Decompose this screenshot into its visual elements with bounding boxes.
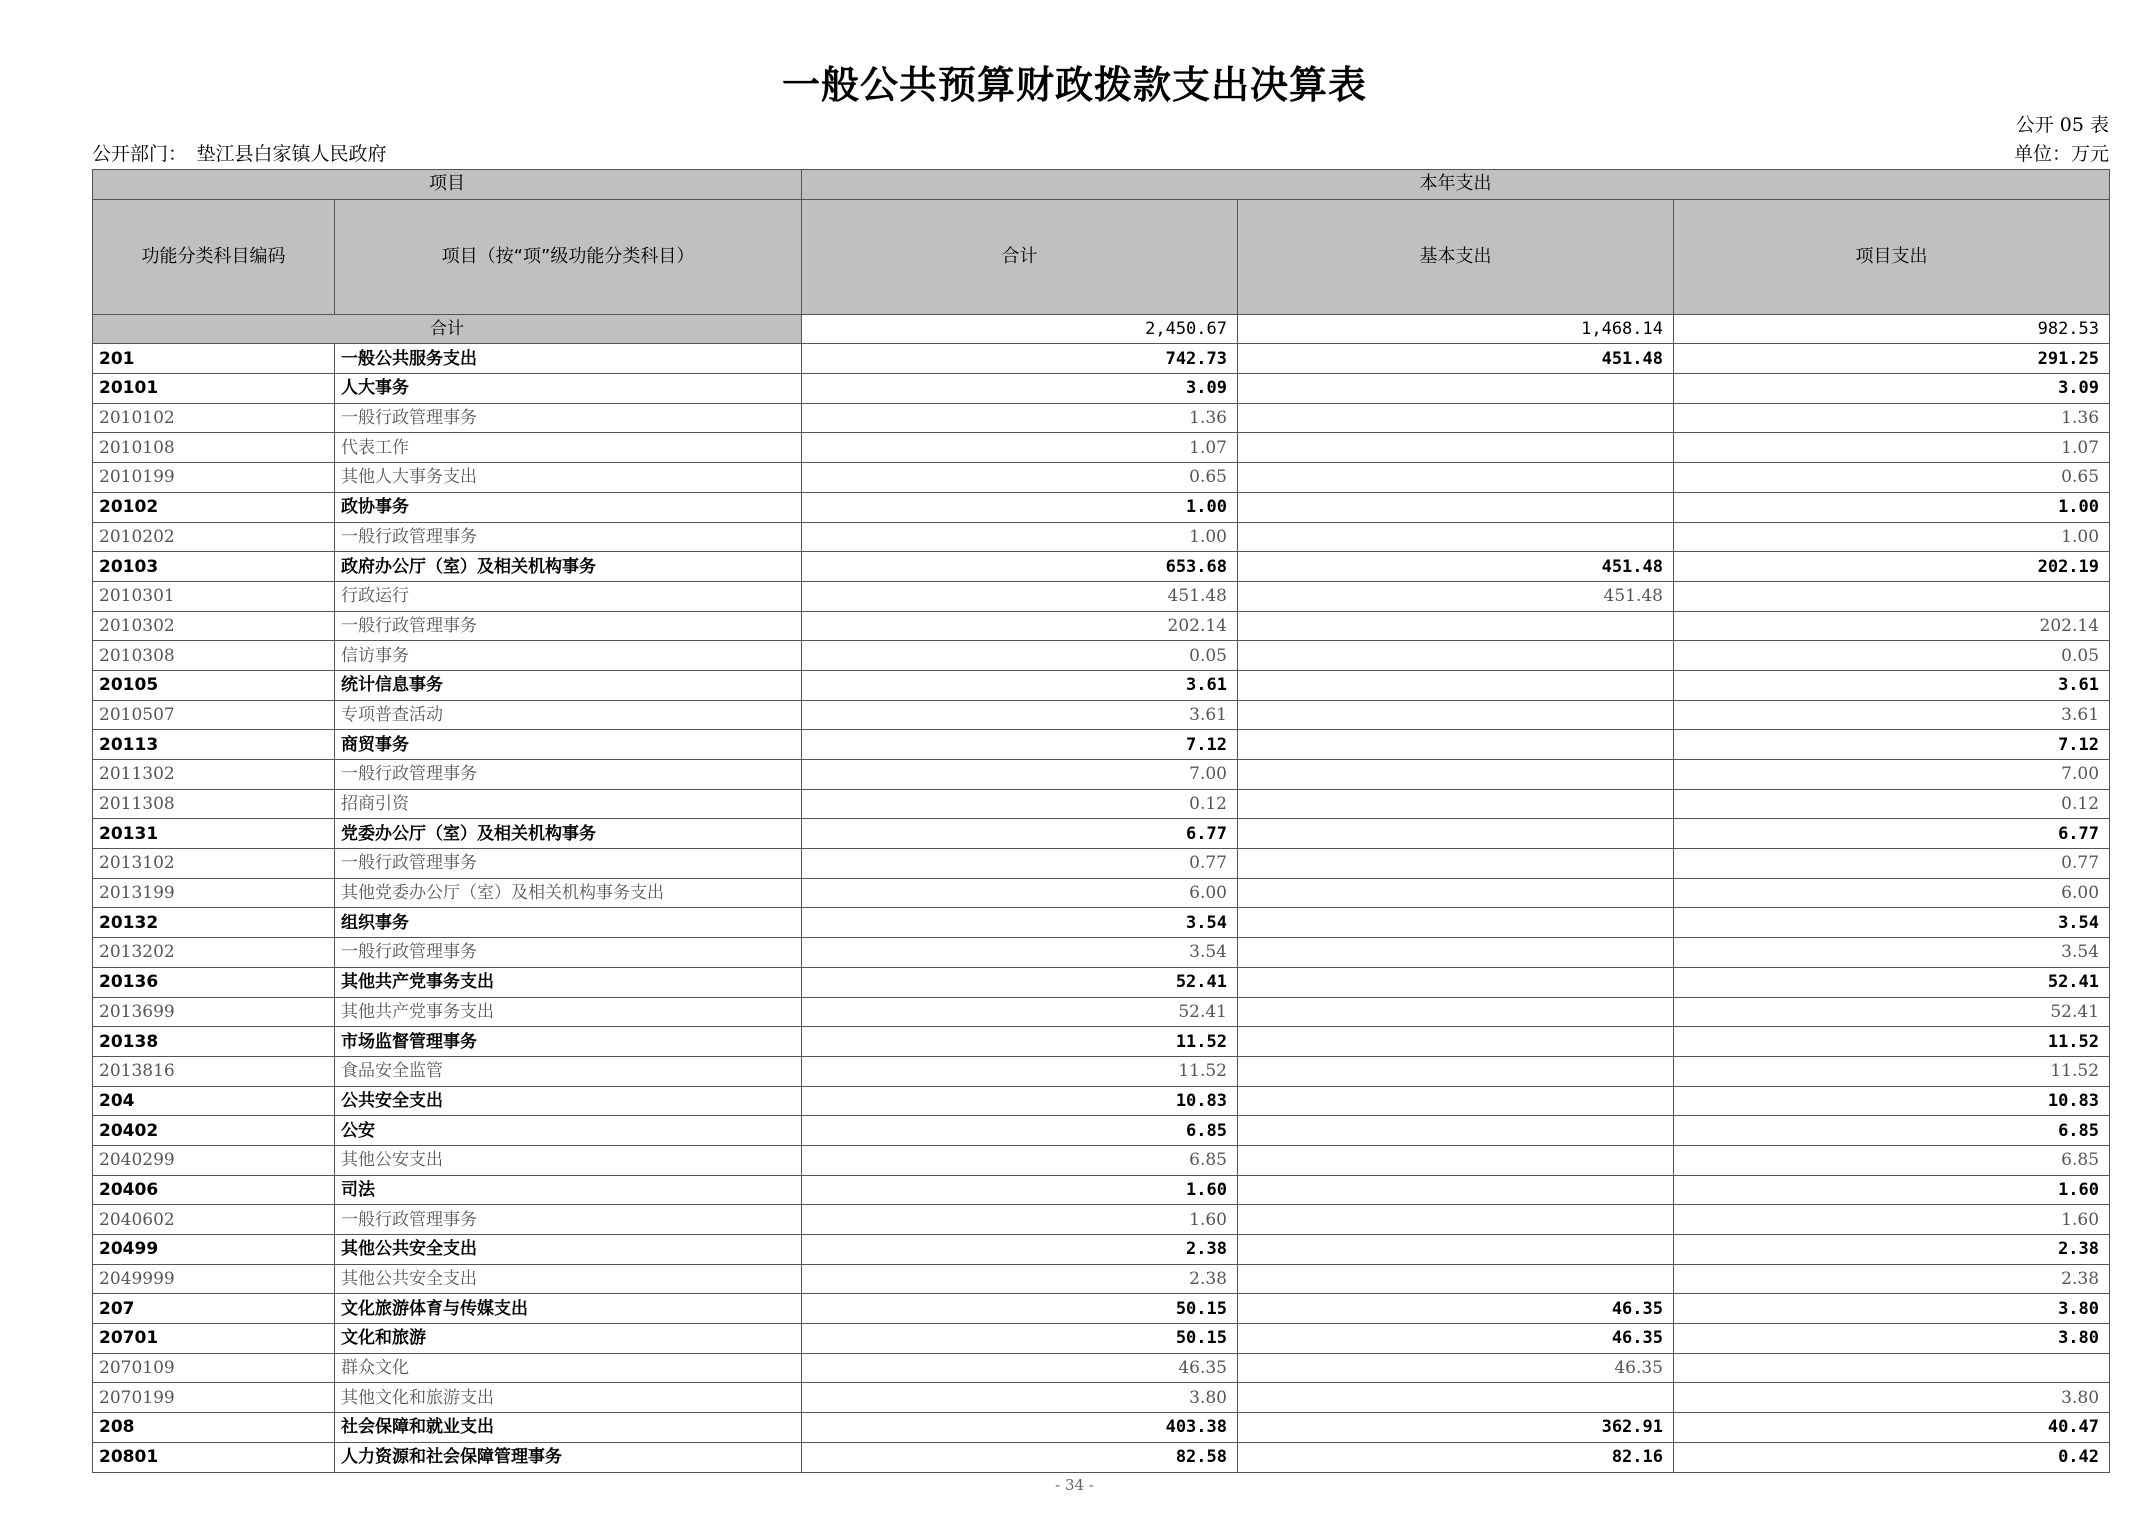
row-code: 2010302 xyxy=(93,611,335,641)
row-project: 7.12 xyxy=(1674,730,2110,760)
row-project: 52.41 xyxy=(1674,967,2110,997)
row-project: 1.60 xyxy=(1674,1205,2110,1235)
table-row xyxy=(93,1175,2110,1205)
row-basic xyxy=(1238,374,1674,404)
table-row xyxy=(93,997,2110,1027)
row-project: 2.38 xyxy=(1674,1264,2110,1294)
row-project: 11.52 xyxy=(1674,1056,2110,1086)
row-project: 3.80 xyxy=(1674,1383,2110,1413)
row-name: 一般行政管理事务 xyxy=(335,938,802,968)
table-row xyxy=(93,1235,2110,1265)
table-row xyxy=(93,1086,2110,1116)
row-project: 0.12 xyxy=(1674,789,2110,819)
row-name: 市场监督管理事务 xyxy=(335,1027,802,1057)
row-project: 10.83 xyxy=(1674,1086,2110,1116)
table-row xyxy=(93,611,2110,641)
row-code: 207 xyxy=(93,1294,335,1324)
row-total: 451.48 xyxy=(802,581,1238,611)
row-total: 1.07 xyxy=(802,433,1238,463)
page-title: 一般公共预算财政拨款支出决算表 xyxy=(781,63,1367,107)
row-basic: 451.48 xyxy=(1238,552,1674,582)
row-total: 3.61 xyxy=(802,670,1238,700)
row-basic: 451.48 xyxy=(1238,581,1674,611)
row-name: 政协事务 xyxy=(335,492,802,522)
table-row xyxy=(93,552,2110,582)
row-project: 6.77 xyxy=(1674,819,2110,849)
row-project: 3.09 xyxy=(1674,374,2110,404)
row-code: 2010102 xyxy=(93,403,335,433)
row-code: 2049999 xyxy=(93,1264,335,1294)
row-code: 204 xyxy=(93,1086,335,1116)
row-project: 3.61 xyxy=(1674,700,2110,730)
department-label: 公开部门： 垫江县白家镇人民政府 xyxy=(92,143,387,165)
row-project: 3.80 xyxy=(1674,1324,2110,1354)
table-row xyxy=(93,492,2110,522)
row-total: 6.85 xyxy=(802,1116,1238,1146)
row-total: 6.77 xyxy=(802,819,1238,849)
row-project: 0.77 xyxy=(1674,849,2110,879)
row-total: 3.80 xyxy=(802,1383,1238,1413)
row-basic: 82.16 xyxy=(1238,1442,1674,1472)
row-basic xyxy=(1238,1116,1674,1146)
expenditure-table xyxy=(92,169,2110,1473)
row-project: 1.07 xyxy=(1674,433,2110,463)
header-total: 合计 xyxy=(802,199,1238,314)
table-row xyxy=(93,1056,2110,1086)
table-row xyxy=(93,849,2110,879)
row-total: 0.12 xyxy=(802,789,1238,819)
row-project: 11.52 xyxy=(1674,1027,2110,1057)
total-amount: 2,450.67 xyxy=(802,314,1238,344)
row-code: 20105 xyxy=(93,670,335,700)
row-basic xyxy=(1238,789,1674,819)
total-row xyxy=(93,314,2110,344)
row-name: 其他公共安全支出 xyxy=(335,1264,802,1294)
row-total: 1.00 xyxy=(802,492,1238,522)
row-code: 2013816 xyxy=(93,1056,335,1086)
row-code: 2010202 xyxy=(93,522,335,552)
row-total: 0.77 xyxy=(802,849,1238,879)
table-row xyxy=(93,730,2110,760)
row-project: 2.38 xyxy=(1674,1235,2110,1265)
row-basic xyxy=(1238,1056,1674,1086)
row-name: 文化旅游体育与传媒支出 xyxy=(335,1294,802,1324)
table-row xyxy=(93,1205,2110,1235)
table-row xyxy=(93,1027,2110,1057)
row-total: 10.83 xyxy=(802,1086,1238,1116)
row-total: 1.36 xyxy=(802,403,1238,433)
row-basic xyxy=(1238,1175,1674,1205)
row-total: 0.65 xyxy=(802,463,1238,493)
row-code: 20402 xyxy=(93,1116,335,1146)
row-code: 2010308 xyxy=(93,641,335,671)
row-name: 食品安全监管 xyxy=(335,1056,802,1086)
row-project: 202.14 xyxy=(1674,611,2110,641)
table-row xyxy=(93,878,2110,908)
row-total: 3.54 xyxy=(802,908,1238,938)
row-project: 1.60 xyxy=(1674,1175,2110,1205)
table-row xyxy=(93,700,2110,730)
row-code: 2010199 xyxy=(93,463,335,493)
row-total: 6.00 xyxy=(802,878,1238,908)
row-total: 7.00 xyxy=(802,760,1238,790)
row-basic: 362.91 xyxy=(1238,1413,1674,1443)
row-name: 一般行政管理事务 xyxy=(335,1205,802,1235)
table-row xyxy=(93,1264,2110,1294)
row-name: 统计信息事务 xyxy=(335,670,802,700)
table-row xyxy=(93,789,2110,819)
row-basic xyxy=(1238,1027,1674,1057)
row-name: 人大事务 xyxy=(335,374,802,404)
row-total: 653.68 xyxy=(802,552,1238,582)
row-name: 其他公安支出 xyxy=(335,1145,802,1175)
row-project: 3.61 xyxy=(1674,670,2110,700)
page-number: - 34 - xyxy=(1055,1476,1094,1494)
row-name: 一般行政管理事务 xyxy=(335,611,802,641)
table-row xyxy=(93,670,2110,700)
row-basic xyxy=(1238,967,1674,997)
row-basic xyxy=(1238,997,1674,1027)
row-project: 1.00 xyxy=(1674,492,2110,522)
total-basic: 1,468.14 xyxy=(1238,314,1674,344)
row-name: 一般行政管理事务 xyxy=(335,522,802,552)
row-project: 6.85 xyxy=(1674,1116,2110,1146)
row-total: 3.54 xyxy=(802,938,1238,968)
row-project: 7.00 xyxy=(1674,760,2110,790)
row-name: 一般行政管理事务 xyxy=(335,760,802,790)
row-project: 3.54 xyxy=(1674,938,2110,968)
header-current-year: 本年支出 xyxy=(802,170,2110,200)
row-total: 0.05 xyxy=(802,641,1238,671)
table-row xyxy=(93,374,2110,404)
row-total: 52.41 xyxy=(802,997,1238,1027)
row-code: 2011302 xyxy=(93,760,335,790)
row-code: 20102 xyxy=(93,492,335,522)
table-row xyxy=(93,819,2110,849)
row-basic xyxy=(1238,1383,1674,1413)
table-row xyxy=(93,1442,2110,1472)
row-project: 0.42 xyxy=(1674,1442,2110,1472)
row-name: 代表工作 xyxy=(335,433,802,463)
row-basic xyxy=(1238,433,1674,463)
table-row xyxy=(93,1116,2110,1146)
header-name: 项目（按“项”级功能分类科目） xyxy=(335,199,802,314)
row-name: 其他党委办公厅（室）及相关机构事务支出 xyxy=(335,878,802,908)
form-number: 公开 05 表 xyxy=(2015,114,2109,136)
row-code: 20103 xyxy=(93,552,335,582)
row-basic: 451.48 xyxy=(1238,344,1674,374)
row-name: 公安 xyxy=(335,1116,802,1146)
row-total: 50.15 xyxy=(802,1294,1238,1324)
row-total: 11.52 xyxy=(802,1056,1238,1086)
row-name: 其他共产党事务支出 xyxy=(335,997,802,1027)
row-code: 20101 xyxy=(93,374,335,404)
row-code: 2013202 xyxy=(93,938,335,968)
row-name: 群众文化 xyxy=(335,1353,802,1383)
row-project: 291.25 xyxy=(1674,344,2110,374)
table-row xyxy=(93,581,2110,611)
header-row-1 xyxy=(93,170,2110,200)
row-basic xyxy=(1238,849,1674,879)
header-code: 功能分类科目编码 xyxy=(93,199,335,314)
row-code: 2070199 xyxy=(93,1383,335,1413)
row-project xyxy=(1674,1353,2110,1383)
row-name: 其他文化和旅游支出 xyxy=(335,1383,802,1413)
row-basic: 46.35 xyxy=(1238,1324,1674,1354)
row-project: 3.54 xyxy=(1674,908,2110,938)
row-code: 2013199 xyxy=(93,878,335,908)
unit-label: 单位：万元 xyxy=(2013,143,2109,165)
row-project: 1.36 xyxy=(1674,403,2110,433)
row-name: 人力资源和社会保障管理事务 xyxy=(335,1442,802,1472)
row-code: 208 xyxy=(93,1413,335,1443)
row-code: 20499 xyxy=(93,1235,335,1265)
row-basic xyxy=(1238,1205,1674,1235)
row-name: 专项普查活动 xyxy=(335,700,802,730)
row-basic xyxy=(1238,463,1674,493)
row-code: 20701 xyxy=(93,1324,335,1354)
header-basic: 基本支出 xyxy=(1238,199,1674,314)
table-row xyxy=(93,1324,2110,1354)
row-code: 20136 xyxy=(93,967,335,997)
row-basic xyxy=(1238,730,1674,760)
row-basic xyxy=(1238,1145,1674,1175)
row-total: 11.52 xyxy=(802,1027,1238,1057)
table-row xyxy=(93,344,2110,374)
row-total: 403.38 xyxy=(802,1413,1238,1443)
row-total: 2.38 xyxy=(802,1264,1238,1294)
row-total: 1.60 xyxy=(802,1175,1238,1205)
table-row xyxy=(93,938,2110,968)
row-code: 2013699 xyxy=(93,997,335,1027)
row-total: 50.15 xyxy=(802,1324,1238,1354)
row-name: 信访事务 xyxy=(335,641,802,671)
total-label: 合计 xyxy=(93,314,802,344)
row-name: 公共安全支出 xyxy=(335,1086,802,1116)
header-item: 项目 xyxy=(93,170,802,200)
row-total: 1.60 xyxy=(802,1205,1238,1235)
row-name: 政府办公厅（室）及相关机构事务 xyxy=(335,552,802,582)
row-total: 1.00 xyxy=(802,522,1238,552)
row-name: 行政运行 xyxy=(335,581,802,611)
table-row xyxy=(93,908,2110,938)
row-basic xyxy=(1238,611,1674,641)
row-name: 商贸事务 xyxy=(335,730,802,760)
row-code: 20801 xyxy=(93,1442,335,1472)
row-name: 文化和旅游 xyxy=(335,1324,802,1354)
table-row xyxy=(93,1413,2110,1443)
row-code: 2040299 xyxy=(93,1145,335,1175)
row-basic xyxy=(1238,760,1674,790)
row-name: 其他公共安全支出 xyxy=(335,1235,802,1265)
header-row-2 xyxy=(93,199,2110,314)
table-row xyxy=(93,641,2110,671)
row-project: 202.19 xyxy=(1674,552,2110,582)
row-name: 一般行政管理事务 xyxy=(335,849,802,879)
row-name: 招商引资 xyxy=(335,789,802,819)
row-name: 其他共产党事务支出 xyxy=(335,967,802,997)
row-code: 20138 xyxy=(93,1027,335,1057)
row-basic xyxy=(1238,403,1674,433)
table-row xyxy=(93,1294,2110,1324)
table-row xyxy=(93,1383,2110,1413)
table-row xyxy=(93,1145,2110,1175)
row-name: 党委办公厅（室）及相关机构事务 xyxy=(335,819,802,849)
row-total: 7.12 xyxy=(802,730,1238,760)
row-basic xyxy=(1238,908,1674,938)
row-project: 52.41 xyxy=(1674,997,2110,1027)
row-code: 20406 xyxy=(93,1175,335,1205)
table-row xyxy=(93,403,2110,433)
row-code: 2010301 xyxy=(93,581,335,611)
row-code: 2010108 xyxy=(93,433,335,463)
row-total: 3.09 xyxy=(802,374,1238,404)
row-total: 52.41 xyxy=(802,967,1238,997)
row-basic: 46.35 xyxy=(1238,1294,1674,1324)
table-row xyxy=(93,1353,2110,1383)
row-project: 0.05 xyxy=(1674,641,2110,671)
table-row xyxy=(93,967,2110,997)
row-total: 742.73 xyxy=(802,344,1238,374)
row-name: 一般公共服务支出 xyxy=(335,344,802,374)
row-code: 201 xyxy=(93,344,335,374)
row-basic xyxy=(1238,641,1674,671)
row-code: 20113 xyxy=(93,730,335,760)
row-basic xyxy=(1238,878,1674,908)
row-code: 20131 xyxy=(93,819,335,849)
total-project: 982.53 xyxy=(1674,314,2110,344)
row-basic xyxy=(1238,1086,1674,1116)
row-total: 3.61 xyxy=(802,700,1238,730)
row-basic xyxy=(1238,1264,1674,1294)
row-basic: 46.35 xyxy=(1238,1353,1674,1383)
row-project: 3.80 xyxy=(1674,1294,2110,1324)
table-row xyxy=(93,522,2110,552)
row-name: 社会保障和就业支出 xyxy=(335,1413,802,1443)
row-total: 2.38 xyxy=(802,1235,1238,1265)
row-name: 司法 xyxy=(335,1175,802,1205)
row-project: 6.85 xyxy=(1674,1145,2110,1175)
row-total: 82.58 xyxy=(802,1442,1238,1472)
row-basic xyxy=(1238,492,1674,522)
row-total: 46.35 xyxy=(802,1353,1238,1383)
row-name: 一般行政管理事务 xyxy=(335,403,802,433)
row-code: 2011308 xyxy=(93,789,335,819)
row-total: 202.14 xyxy=(802,611,1238,641)
row-code: 2040602 xyxy=(93,1205,335,1235)
header-project: 项目支出 xyxy=(1674,199,2110,314)
row-code: 2013102 xyxy=(93,849,335,879)
row-basic xyxy=(1238,1235,1674,1265)
row-basic xyxy=(1238,670,1674,700)
row-project: 1.00 xyxy=(1674,522,2110,552)
row-name: 组织事务 xyxy=(335,908,802,938)
table-row xyxy=(93,433,2110,463)
table-row xyxy=(93,463,2110,493)
row-project: 40.47 xyxy=(1674,1413,2110,1443)
row-basic xyxy=(1238,522,1674,552)
row-code: 2070109 xyxy=(93,1353,335,1383)
row-basic xyxy=(1238,819,1674,849)
row-project: 0.65 xyxy=(1674,463,2110,493)
row-total: 6.85 xyxy=(802,1145,1238,1175)
row-code: 20132 xyxy=(93,908,335,938)
row-basic xyxy=(1238,700,1674,730)
row-project: 6.00 xyxy=(1674,878,2110,908)
table-row xyxy=(93,760,2110,790)
row-basic xyxy=(1238,938,1674,968)
row-name: 其他人大事务支出 xyxy=(335,463,802,493)
row-project xyxy=(1674,581,2110,611)
row-code: 2010507 xyxy=(93,700,335,730)
